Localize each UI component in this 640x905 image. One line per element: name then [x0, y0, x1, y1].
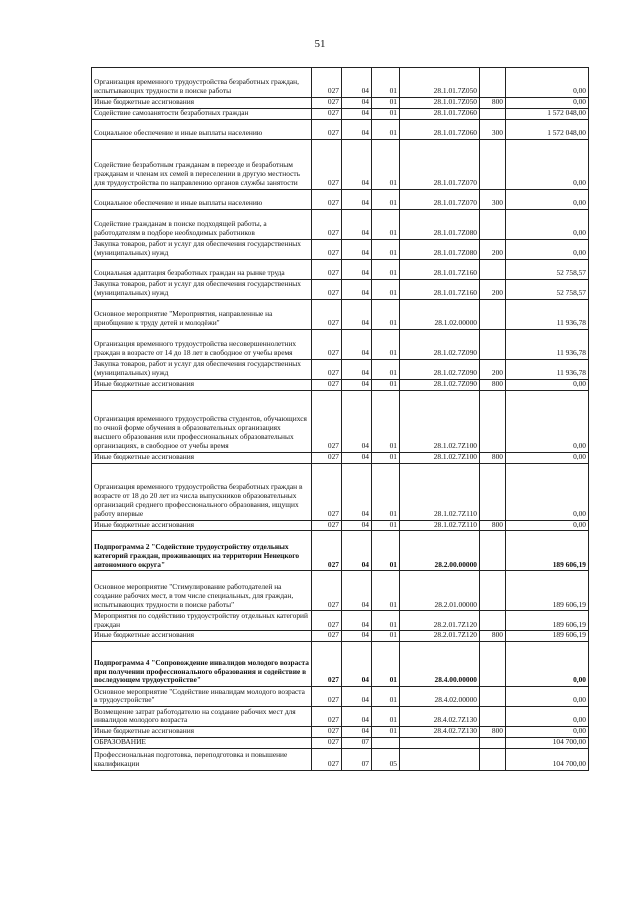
expense-type-cell: [480, 259, 506, 279]
subsection-code-cell: 01: [372, 189, 400, 209]
row-name-cell: Организация временного трудоустройства несовершеннолетних граждан в возрасте от 14 до 18 лет в свободное от учебы время: [92, 329, 312, 359]
amount-cell: 11 936,78: [506, 329, 589, 359]
expense-type-cell: 200: [480, 359, 506, 379]
table-row: [92, 189, 589, 209]
table-row: [92, 707, 589, 727]
expense-type-cell: [480, 329, 506, 359]
target-article-cell: 28.1.02.7Z090: [400, 379, 480, 390]
table-row: [92, 611, 589, 631]
amount-cell: 104 700,00: [506, 749, 589, 771]
expense-type-cell: [480, 209, 506, 239]
subsection-code-cell: [372, 738, 400, 749]
ministry-code-cell: 027: [312, 738, 342, 749]
target-article-cell: 28.1.02.7Z110: [400, 463, 480, 520]
row-name-cell: Подпрограмма 2 "Содействие трудоустройству отдельных категорий граждан, проживающих на территории Ненецкого автономного округа": [92, 531, 312, 571]
subsection-code-cell: 01: [372, 707, 400, 727]
budget-table: [91, 67, 589, 771]
row-name-cell: Содействие гражданам в поиске подходящей работы, а работодателям в подборе необходимых работников: [92, 209, 312, 239]
row-name-cell: Иные бюджетные ассигнования: [92, 452, 312, 463]
section-code-cell: 04: [342, 463, 372, 520]
target-article-cell: 28.1.01.7Z160: [400, 279, 480, 299]
row-name-cell: Содействие безработным гражданам в переезде и безработным гражданам и членам их семей в переселении в другую местность для трудоустройства по направлению органов службы занятости: [92, 139, 312, 189]
subsection-code-cell: 01: [372, 571, 400, 611]
expense-type-cell: [480, 463, 506, 520]
section-code-cell: 04: [342, 571, 372, 611]
target-article-cell: 28.4.02.00000: [400, 687, 480, 707]
target-article-cell: 28.1.01.7Z080: [400, 239, 480, 259]
subsection-code-cell: 01: [372, 119, 400, 139]
target-article-cell: 28.2.01.7Z120: [400, 611, 480, 631]
section-code-cell: 04: [342, 727, 372, 738]
row-name-cell: Возмещение затрат работодателю на создание рабочих мест для инвалидов молодого возраста: [92, 707, 312, 727]
amount-cell: 0,00: [506, 98, 589, 109]
table-row: [92, 631, 589, 642]
ministry-code-cell: 027: [312, 531, 342, 571]
ministry-code-cell: 027: [312, 520, 342, 531]
subsection-code-cell: 01: [372, 98, 400, 109]
ministry-code-cell: 027: [312, 108, 342, 119]
ministry-code-cell: 027: [312, 631, 342, 642]
ministry-code-cell: 027: [312, 611, 342, 631]
ministry-code-cell: 027: [312, 390, 342, 452]
target-article-cell: 28.4.02.7Z130: [400, 727, 480, 738]
row-name-cell: Закупка товаров, работ и услуг для обеспечения государственных (муниципальных) нужд: [92, 359, 312, 379]
row-name-cell: Закупка товаров, работ и услуг для обеспечения государственных (муниципальных) нужд: [92, 279, 312, 299]
row-name-cell: Основное мероприятие "Мероприятия, направленные на приобщение к труду детей и молодёжи": [92, 299, 312, 329]
expense-type-cell: [480, 531, 506, 571]
section-code-cell: 04: [342, 452, 372, 463]
expense-type-cell: [480, 749, 506, 771]
row-name-cell: Иные бюджетные ассигнования: [92, 379, 312, 390]
expense-type-cell: 800: [480, 452, 506, 463]
target-article-cell: 28.2.01.7Z120: [400, 631, 480, 642]
ministry-code-cell: 027: [312, 727, 342, 738]
row-name-cell: Организация временного трудоустройства безработных граждан, испытывающих трудности в поиске работы: [92, 68, 312, 98]
expense-type-cell: [480, 707, 506, 727]
target-article-cell: 28.1.01.7Z070: [400, 189, 480, 209]
ministry-code-cell: 027: [312, 259, 342, 279]
subsection-code-cell: 01: [372, 329, 400, 359]
section-code-cell: 04: [342, 329, 372, 359]
row-name-cell: Иные бюджетные ассигнования: [92, 631, 312, 642]
subsection-code-cell: 01: [372, 379, 400, 390]
section-code-cell: 04: [342, 68, 372, 98]
expense-type-cell: [480, 139, 506, 189]
expense-type-cell: 800: [480, 727, 506, 738]
row-name-cell: Основное мероприятие "Содействие инвалидам молодого возраста в трудоустройстве": [92, 687, 312, 707]
row-name-cell: ОБРАЗОВАНИЕ: [92, 738, 312, 749]
table-row: [92, 279, 589, 299]
ministry-code-cell: 027: [312, 707, 342, 727]
expense-type-cell: 300: [480, 189, 506, 209]
table-row: [92, 390, 589, 452]
table-row: [92, 98, 589, 109]
amount-cell: 52 758,57: [506, 279, 589, 299]
ministry-code-cell: 027: [312, 329, 342, 359]
table-row: [92, 259, 589, 279]
expense-type-cell: [480, 108, 506, 119]
table-row: [92, 209, 589, 239]
section-code-cell: 04: [342, 531, 372, 571]
section-code-cell: 04: [342, 209, 372, 239]
section-code-cell: 04: [342, 98, 372, 109]
row-name-cell: Организация временного трудоустройства безработных граждан в возрасте от 18 до 20 лет из числа выпускников образовательных организаций среднего профессионального образования, ищущих работу впервые: [92, 463, 312, 520]
amount-cell: 11 936,78: [506, 359, 589, 379]
ministry-code-cell: 027: [312, 279, 342, 299]
expense-type-cell: 300: [480, 119, 506, 139]
row-name-cell: Иные бюджетные ассигнования: [92, 520, 312, 531]
row-name-cell: Мероприятия по содействию трудоустройству отдельных категорий граждан: [92, 611, 312, 631]
section-code-cell: 04: [342, 239, 372, 259]
page-number: 51: [314, 38, 326, 50]
amount-cell: 0,00: [506, 390, 589, 452]
amount-cell: 0,00: [506, 139, 589, 189]
amount-cell: 1 572 048,00: [506, 108, 589, 119]
target-article-cell: 28.1.02.7Z090: [400, 359, 480, 379]
section-code-cell: 04: [342, 707, 372, 727]
subsection-code-cell: 05: [372, 749, 400, 771]
ministry-code-cell: 027: [312, 571, 342, 611]
target-article-cell: 28.1.01.7Z060: [400, 108, 480, 119]
table-row: [92, 108, 589, 119]
amount-cell: 0,00: [506, 463, 589, 520]
amount-cell: 189 606,19: [506, 531, 589, 571]
table-row: [92, 119, 589, 139]
row-name-cell: Социальное обеспечение и иные выплаты населению: [92, 189, 312, 209]
subsection-code-cell: 01: [372, 239, 400, 259]
row-name-cell: Социальное обеспечение и иные выплаты населению: [92, 119, 312, 139]
section-code-cell: 04: [342, 611, 372, 631]
subsection-code-cell: 01: [372, 139, 400, 189]
section-code-cell: 04: [342, 359, 372, 379]
row-name-cell: Подпрограмма 4 "Сопровождение инвалидов молодого возраста при получении профессионального образования и содействие в последующем трудоустройстве": [92, 642, 312, 687]
table-row: [92, 68, 589, 98]
table-row: [92, 379, 589, 390]
table-row: [92, 738, 589, 749]
ministry-code-cell: 027: [312, 239, 342, 259]
table-row: [92, 452, 589, 463]
ministry-code-cell: 027: [312, 452, 342, 463]
target-article-cell: 28.1.01.7Z050: [400, 68, 480, 98]
expense-type-cell: [480, 299, 506, 329]
subsection-code-cell: 01: [372, 68, 400, 98]
subsection-code-cell: 01: [372, 531, 400, 571]
row-name-cell: Основное мероприятие "Стимулирование работодателей на создание рабочих мест, в том числе специальных, для граждан, испытывающих трудности в поиске работы": [92, 571, 312, 611]
target-article-cell: 28.1.02.7Z110: [400, 520, 480, 531]
subsection-code-cell: 01: [372, 299, 400, 329]
table-row: [92, 359, 589, 379]
ministry-code-cell: 027: [312, 687, 342, 707]
row-name-cell: Иные бюджетные ассигнования: [92, 98, 312, 109]
table-row: [92, 329, 589, 359]
ministry-code-cell: 027: [312, 299, 342, 329]
subsection-code-cell: 01: [372, 390, 400, 452]
subsection-code-cell: 01: [372, 520, 400, 531]
section-code-cell: 04: [342, 189, 372, 209]
expense-type-cell: 200: [480, 279, 506, 299]
section-code-cell: 04: [342, 279, 372, 299]
subsection-code-cell: 01: [372, 611, 400, 631]
subsection-code-cell: 01: [372, 279, 400, 299]
target-article-cell: 28.1.01.7Z060: [400, 119, 480, 139]
subsection-code-cell: 01: [372, 642, 400, 687]
expense-type-cell: 200: [480, 239, 506, 259]
expense-type-cell: [480, 68, 506, 98]
table-row: [92, 749, 589, 771]
subsection-code-cell: 01: [372, 452, 400, 463]
target-article-cell: 28.1.02.7Z090: [400, 329, 480, 359]
amount-cell: 0,00: [506, 68, 589, 98]
amount-cell: 0,00: [506, 209, 589, 239]
amount-cell: 0,00: [506, 687, 589, 707]
row-name-cell: Профессиональная подготовка, переподготовка и повышение квалификации: [92, 749, 312, 771]
expense-type-cell: [480, 611, 506, 631]
section-code-cell: 04: [342, 119, 372, 139]
ministry-code-cell: 027: [312, 98, 342, 109]
amount-cell: 1 572 048,00: [506, 119, 589, 139]
target-article-cell: 28.4.00.00000: [400, 642, 480, 687]
target-article-cell: 28.2.01.00000: [400, 571, 480, 611]
subsection-code-cell: 01: [372, 259, 400, 279]
ministry-code-cell: 027: [312, 359, 342, 379]
expense-type-cell: 800: [480, 631, 506, 642]
target-article-cell: 28.1.02.00000: [400, 299, 480, 329]
subsection-code-cell: 01: [372, 463, 400, 520]
table-row: [92, 687, 589, 707]
ministry-code-cell: 027: [312, 209, 342, 239]
table-row: [92, 531, 589, 571]
ministry-code-cell: 027: [312, 189, 342, 209]
amount-cell: 104 700,00: [506, 738, 589, 749]
ministry-code-cell: 027: [312, 379, 342, 390]
section-code-cell: 04: [342, 299, 372, 329]
subsection-code-cell: 01: [372, 209, 400, 239]
row-name-cell: Иные бюджетные ассигнования: [92, 727, 312, 738]
subsection-code-cell: 01: [372, 108, 400, 119]
amount-cell: 52 758,57: [506, 259, 589, 279]
amount-cell: 0,00: [506, 189, 589, 209]
expense-type-cell: 800: [480, 520, 506, 531]
ministry-code-cell: 027: [312, 119, 342, 139]
ministry-code-cell: 027: [312, 642, 342, 687]
table-row: [92, 139, 589, 189]
target-article-cell: [400, 738, 480, 749]
ministry-code-cell: 027: [312, 749, 342, 771]
section-code-cell: 07: [342, 749, 372, 771]
target-article-cell: 28.1.01.7Z160: [400, 259, 480, 279]
amount-cell: 0,00: [506, 520, 589, 531]
target-article-cell: 28.1.01.7Z050: [400, 98, 480, 109]
subsection-code-cell: 01: [372, 727, 400, 738]
target-article-cell: 28.4.02.7Z130: [400, 707, 480, 727]
expense-type-cell: 800: [480, 379, 506, 390]
expense-type-cell: [480, 738, 506, 749]
section-code-cell: 04: [342, 520, 372, 531]
amount-cell: 189 606,19: [506, 611, 589, 631]
ministry-code-cell: 027: [312, 68, 342, 98]
target-article-cell: 28.1.02.7Z100: [400, 390, 480, 452]
section-code-cell: 04: [342, 108, 372, 119]
amount-cell: 189 606,19: [506, 571, 589, 611]
section-code-cell: 04: [342, 259, 372, 279]
target-article-cell: 28.1.01.7Z080: [400, 209, 480, 239]
amount-cell: 0,00: [506, 379, 589, 390]
expense-type-cell: [480, 687, 506, 707]
amount-cell: 11 936,78: [506, 299, 589, 329]
amount-cell: 0,00: [506, 642, 589, 687]
table-row: [92, 520, 589, 531]
section-code-cell: 04: [342, 642, 372, 687]
expense-type-cell: 800: [480, 98, 506, 109]
subsection-code-cell: 01: [372, 631, 400, 642]
section-code-cell: 04: [342, 390, 372, 452]
target-article-cell: [400, 749, 480, 771]
ministry-code-cell: 027: [312, 463, 342, 520]
row-name-cell: Закупка товаров, работ и услуг для обеспечения государственных (муниципальных) нужд: [92, 239, 312, 259]
row-name-cell: Содействие самозанятости безработных граждан: [92, 108, 312, 119]
amount-cell: 0,00: [506, 452, 589, 463]
table-row: [92, 463, 589, 520]
target-article-cell: 28.2.00.00000: [400, 531, 480, 571]
expense-type-cell: [480, 642, 506, 687]
table-row: [92, 239, 589, 259]
section-code-cell: 07: [342, 738, 372, 749]
amount-cell: 0,00: [506, 707, 589, 727]
ministry-code-cell: 027: [312, 139, 342, 189]
subsection-code-cell: 01: [372, 359, 400, 379]
row-name-cell: Организация временного трудоустройства студентов, обучающихся по очной форме обучения в образовательных организациях высшего образования или профессиональных образовательных организациях, в свободное от учебы время: [92, 390, 312, 452]
table-row: [92, 727, 589, 738]
section-code-cell: 04: [342, 139, 372, 189]
row-name-cell: Социальная адаптация безработных граждан на рынке труда: [92, 259, 312, 279]
section-code-cell: 04: [342, 631, 372, 642]
subsection-code-cell: 01: [372, 687, 400, 707]
table-row: [92, 642, 589, 687]
amount-cell: 0,00: [506, 727, 589, 738]
table-row: [92, 299, 589, 329]
target-article-cell: 28.1.01.7Z070: [400, 139, 480, 189]
amount-cell: 0,00: [506, 239, 589, 259]
amount-cell: 189 606,19: [506, 631, 589, 642]
section-code-cell: 04: [342, 687, 372, 707]
expense-type-cell: [480, 390, 506, 452]
expense-type-cell: [480, 571, 506, 611]
table-row: [92, 571, 589, 611]
section-code-cell: 04: [342, 379, 372, 390]
target-article-cell: 28.1.02.7Z100: [400, 452, 480, 463]
